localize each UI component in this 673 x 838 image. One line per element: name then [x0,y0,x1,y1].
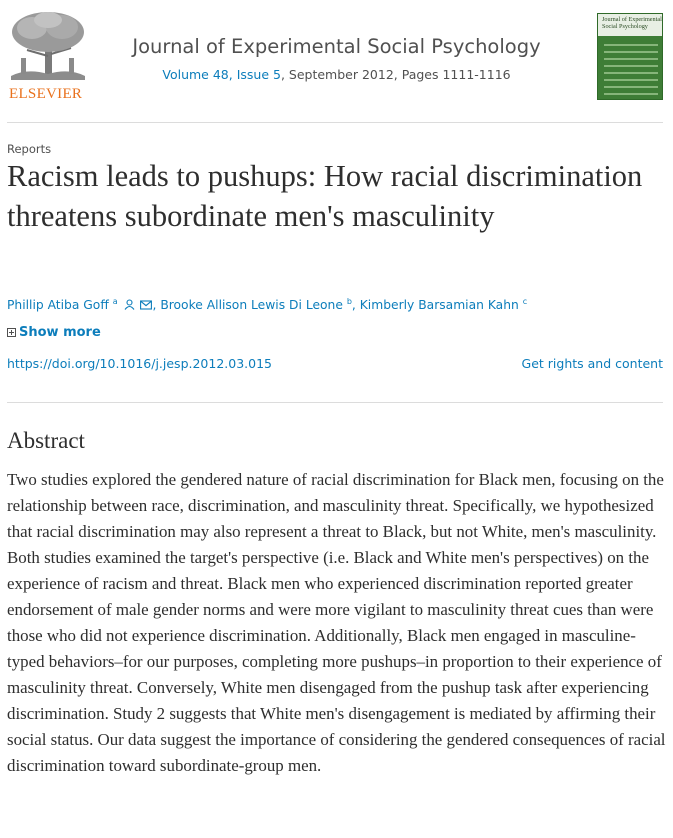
header-divider [7,122,663,123]
journal-title-link[interactable]: Journal of Experimental Social Psychology [132,35,541,58]
issue-link[interactable]: Volume 48, Issue 5 [162,67,281,82]
envelope-icon[interactable] [140,300,152,310]
article-type: Reports [7,142,52,156]
publisher-name: ELSEVIER [9,86,83,102]
author-separator: , [351,298,360,312]
author-affiliation-sup[interactable]: a [112,297,118,306]
journal-issue-info [0,67,673,82]
show-more-label: Show more [19,325,101,340]
abstract-heading: Abstract [7,428,85,453]
author-separator: , [152,298,161,312]
person-icon[interactable] [124,299,135,310]
author-link[interactable]: Brooke Allison Lewis Di Leone [160,298,343,312]
plus-box-icon [7,328,16,337]
author-link[interactable]: Phillip Atiba Goff [7,298,109,312]
cover-title: Journal of Experimental Social Psychology [602,16,662,30]
journal-cover-thumbnail[interactable] [597,13,663,100]
content-divider [7,402,663,403]
issue-details: , September 2012, Pages 1111-1116 [280,67,511,82]
author-affiliation-sup[interactable]: b [346,297,352,306]
author-list [7,297,527,312]
author-link[interactable]: Kimberly Barsamian Kahn [359,298,519,312]
rights-link[interactable]: Get rights and content [521,356,663,371]
article-title: Racism leads to pushups: How racial discrimination threatens subordinate men's masculinity [7,159,643,233]
abstract-text: Two studies explored the gendered nature of racial discrimination for Black men, focusing on the relationship between race, discrimination, and masculinity threat. Specifically, we hypothesized that racial discrimination may also represent a threat to Black, but not White, men's masculinity. Both studies examined the target's perspective (i.e. Black and White men's perspectives) on the experience of racism and threat. Black men who experienced discrimination reported greater endorsement of male gender norms and were more vigilant to masculinity threat cues than were those who did not experience discrimination. Additionally, Black men engaged in masculine-typed behaviors–for our purposes, completing more pushups–in proportion to their experience of masculinity threat. Conversely, White men disengaged from the pushup task after experiencing discrimination. Study 2 suggests that White men's disengagement is mediated by affirming their social status. Our data suggest the importance of considering the gendered consequences of racial discrimination toward subordinate-group men. [7,470,666,775]
author-affiliation-sup[interactable]: c [522,297,528,306]
journal-header [0,0,673,122]
doi-link[interactable]: https://doi.org/10.1016/j.jesp.2012.03.015 [7,356,273,371]
cover-contents-lines [604,44,658,100]
show-more-button[interactable] [7,325,101,340]
journal-title [0,35,673,58]
